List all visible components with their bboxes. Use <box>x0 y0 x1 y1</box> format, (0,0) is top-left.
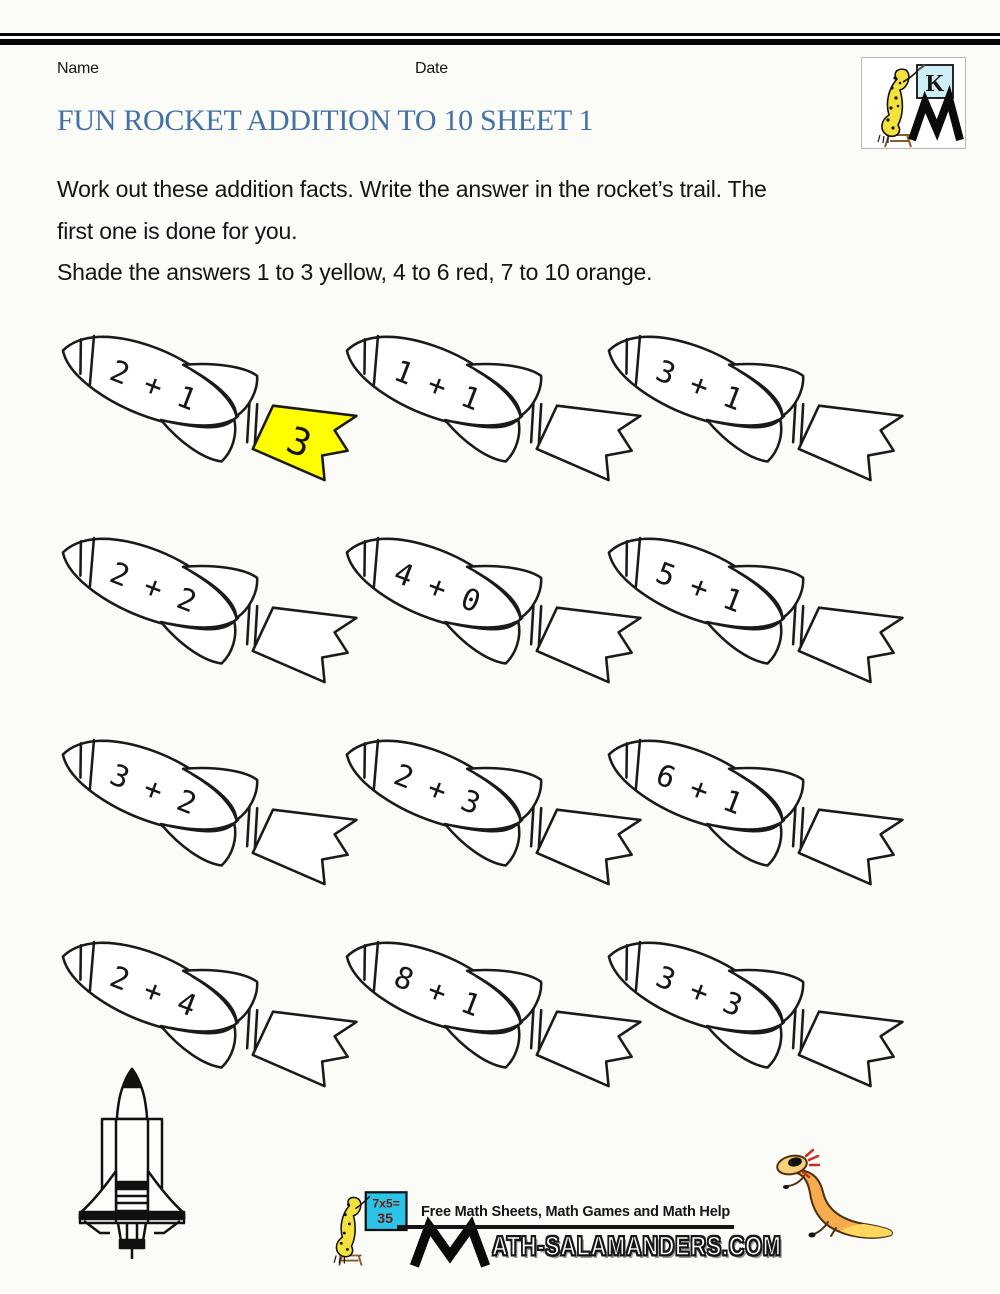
rocket-trail <box>798 789 907 888</box>
rocket-grid <box>46 332 946 1140</box>
date-label: Date <box>415 60 448 77</box>
rocket-problem-text: 3 + 1 <box>651 353 748 419</box>
rocket <box>592 534 892 704</box>
rocket <box>592 736 892 906</box>
footer-m-glyph <box>410 1222 490 1266</box>
logo-m-glyph <box>912 98 960 140</box>
rocket-problem-text: 1 + 1 <box>389 353 486 419</box>
rocket-problem-text: 3 + 3 <box>651 959 748 1025</box>
rocket-problem-text: 2 + 1 <box>105 353 202 419</box>
rocket-trail <box>798 991 907 1090</box>
page-title: FUN ROCKET ADDITION TO 10 SHEET 1 <box>57 104 594 137</box>
instructions-line-2: first one is done for you. <box>57 217 298 244</box>
rocket-trail <box>798 587 907 686</box>
instructions-line-3: Shade the answers 1 to 3 yellow, 4 to 6 red, 7 to 10 orange. <box>57 259 653 285</box>
name-label: Name <box>57 60 99 77</box>
logo-k-letter: K <box>925 71 945 97</box>
instructions <box>57 169 767 294</box>
rocket <box>330 534 630 704</box>
rocket <box>46 332 346 502</box>
footer-wordmark: ATH-SALAMANDERS.COM <box>492 1231 782 1261</box>
rocket-problem-text: 2 + 3 <box>389 757 486 823</box>
rocket-problem-text: 4 + 0 <box>389 555 486 621</box>
rocket-problem-text: 3 + 2 <box>105 757 202 823</box>
rocket-problem-text: 2 + 2 <box>105 555 202 621</box>
rocket-problem-text: 5 + 1 <box>651 555 748 621</box>
salamander-drawing <box>770 1146 915 1246</box>
top-border-rule <box>0 33 1000 45</box>
rocket-problem-text: 6 + 1 <box>651 757 748 823</box>
rocket-problem-text: 2 + 4 <box>105 959 202 1025</box>
board-equation-line1: 7x5= <box>372 1196 400 1211</box>
board-equation-line2: 35 <box>377 1210 394 1227</box>
salamander-logo-icon <box>862 58 965 148</box>
footer-tagline: Free Math Sheets, Math Games and Math Help <box>421 1204 731 1220</box>
site-logo <box>861 57 966 149</box>
rocket <box>330 332 630 502</box>
instructions-line-1: Work out these addition facts. Write the answer in the rocket’s trail. The <box>57 176 767 202</box>
rocket <box>330 938 630 1108</box>
rocket-trail <box>798 385 907 484</box>
rocket <box>330 736 630 906</box>
footer-rule <box>397 1225 734 1229</box>
rocket <box>46 534 346 704</box>
rocket <box>592 938 892 1108</box>
rocket <box>592 332 892 502</box>
space-shuttle-drawing <box>70 1063 194 1255</box>
rocket-answer-text: 3 <box>280 417 318 467</box>
rocket-problem-text: 8 + 1 <box>389 959 486 1025</box>
rocket <box>46 736 346 906</box>
